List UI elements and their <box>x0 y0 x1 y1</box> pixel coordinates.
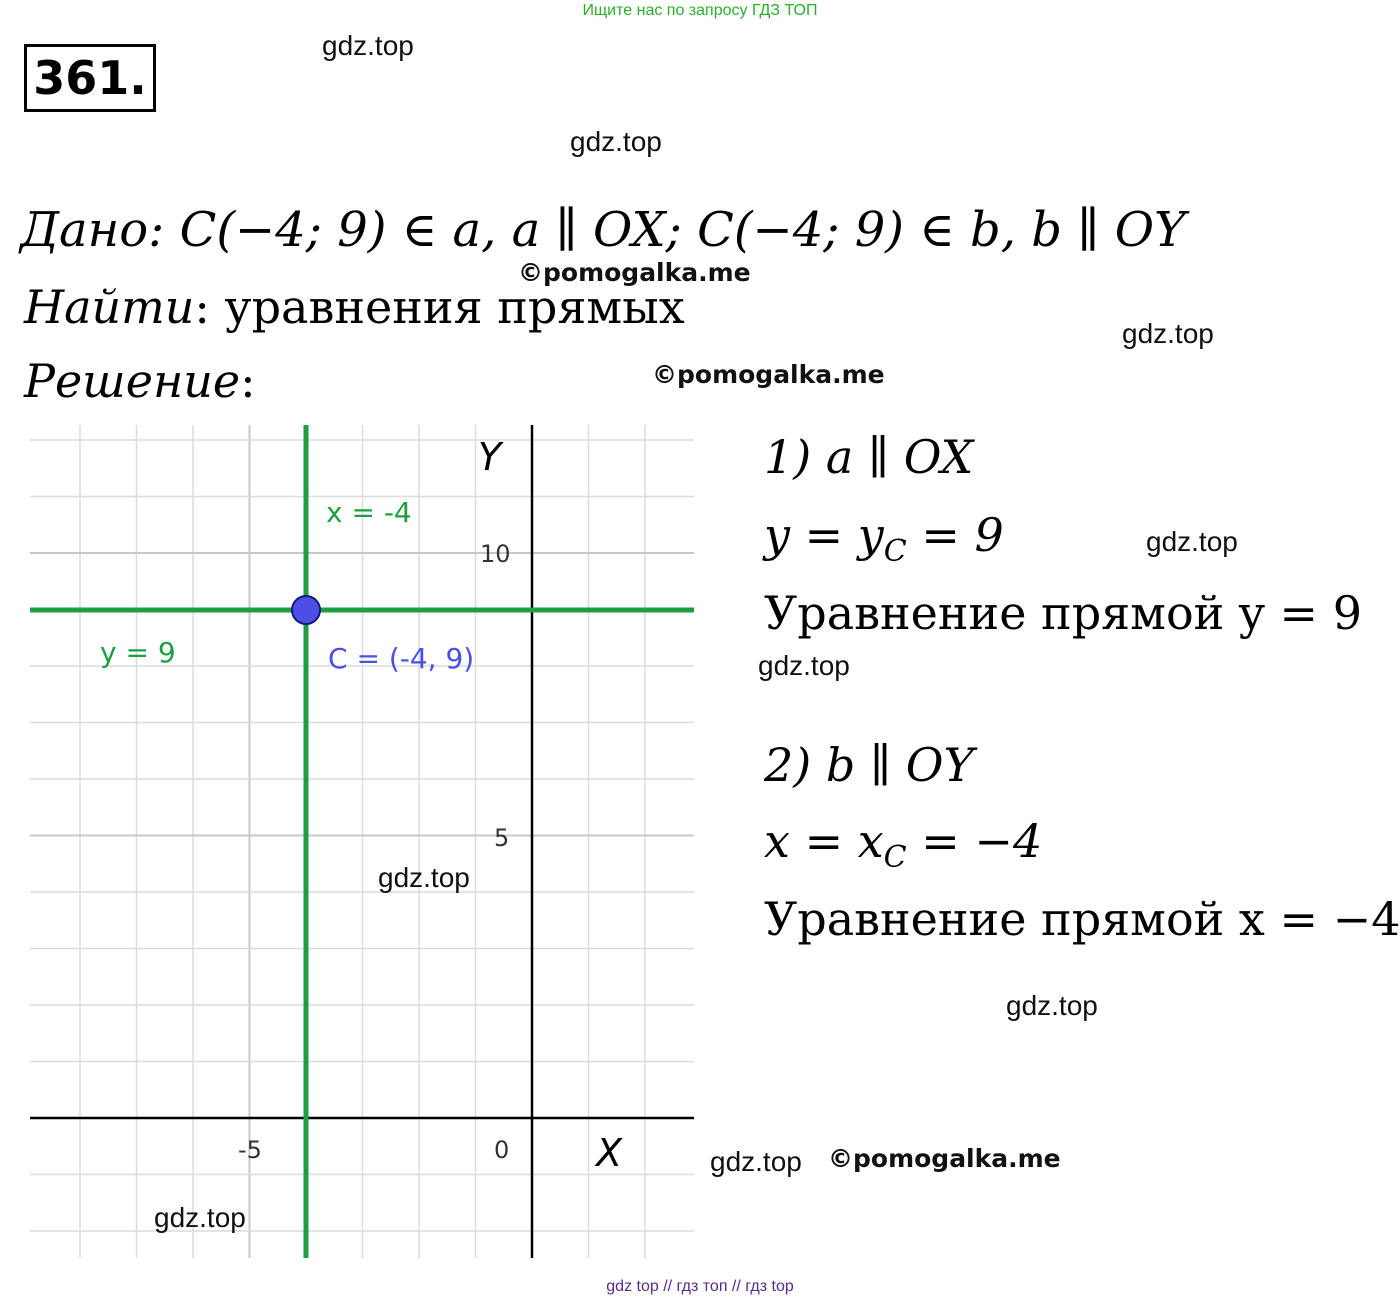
step1-sub: C <box>883 534 907 569</box>
footer-links[interactable]: gdz top // гдз топ // гдз top <box>606 1278 794 1295</box>
given-label: Дано: <box>20 202 165 258</box>
given-text: C(−4; 9) ∈ a, a ∥ OX; C(−4; 9) ∈ b, b ∥ OY <box>179 202 1186 258</box>
watermark-gdz: gdz.top <box>1006 990 1098 1021</box>
step2-title: 2) b ∥ OY <box>764 738 974 792</box>
find-text: уравнения прямых <box>209 280 685 334</box>
tick-label-5: 5 <box>494 824 510 852</box>
axis-y-label: Y <box>478 435 502 479</box>
problem-number: 361. <box>24 44 156 112</box>
step1-equation: Уравнение прямой y = 9 <box>764 586 1362 640</box>
watermark-pomogalka: ©pomogalka.me <box>652 360 885 389</box>
step1-rhs: = 9 <box>906 508 1004 562</box>
hline-label: y = 9 <box>100 636 176 669</box>
find-colon: : <box>194 280 210 334</box>
watermark-gdz: gdz.top <box>1122 318 1214 349</box>
tick-label-0: 0 <box>494 1136 510 1164</box>
vline-label: x = -4 <box>326 496 412 529</box>
solution-colon: : <box>240 354 256 408</box>
solution-label: Решение <box>24 354 241 408</box>
tick-label-minus-5: -5 <box>238 1136 262 1164</box>
step1-title: 1) a ∥ OX <box>764 430 974 484</box>
grid-lines <box>30 425 694 1258</box>
watermark-gdz: gdz.top <box>154 1202 246 1233</box>
watermark-gdz: gdz.top <box>710 1146 802 1177</box>
watermark-gdz: gdz.top <box>378 862 470 893</box>
watermark-pomogalka: ©pomogalka.me <box>518 258 751 287</box>
point-c <box>292 596 320 624</box>
watermark-pomogalka: ©pomogalka.me <box>828 1144 1061 1173</box>
axis-x-label: X <box>596 1131 623 1175</box>
tick-label-10: 10 <box>480 540 511 568</box>
point-label: C = (-4, 9) <box>328 642 475 675</box>
step2-sub: C <box>883 840 907 875</box>
watermark-gdz: gdz.top <box>1146 526 1238 557</box>
watermark-gdz: gdz.top <box>570 126 662 157</box>
watermark-gdz: gdz.top <box>758 650 850 681</box>
step2-lhs: x = x <box>764 814 884 868</box>
step2-rhs: = −4 <box>906 814 1043 868</box>
step2-equation: Уравнение прямой x = −4 <box>764 892 1400 946</box>
step1-lhs: y = y <box>764 508 884 562</box>
find-label: Найти <box>24 280 195 334</box>
top-ad-text[interactable]: Ищите нас по запросу ГДЗ ТОП <box>582 2 818 19</box>
watermark-gdz: gdz.top <box>322 30 414 61</box>
